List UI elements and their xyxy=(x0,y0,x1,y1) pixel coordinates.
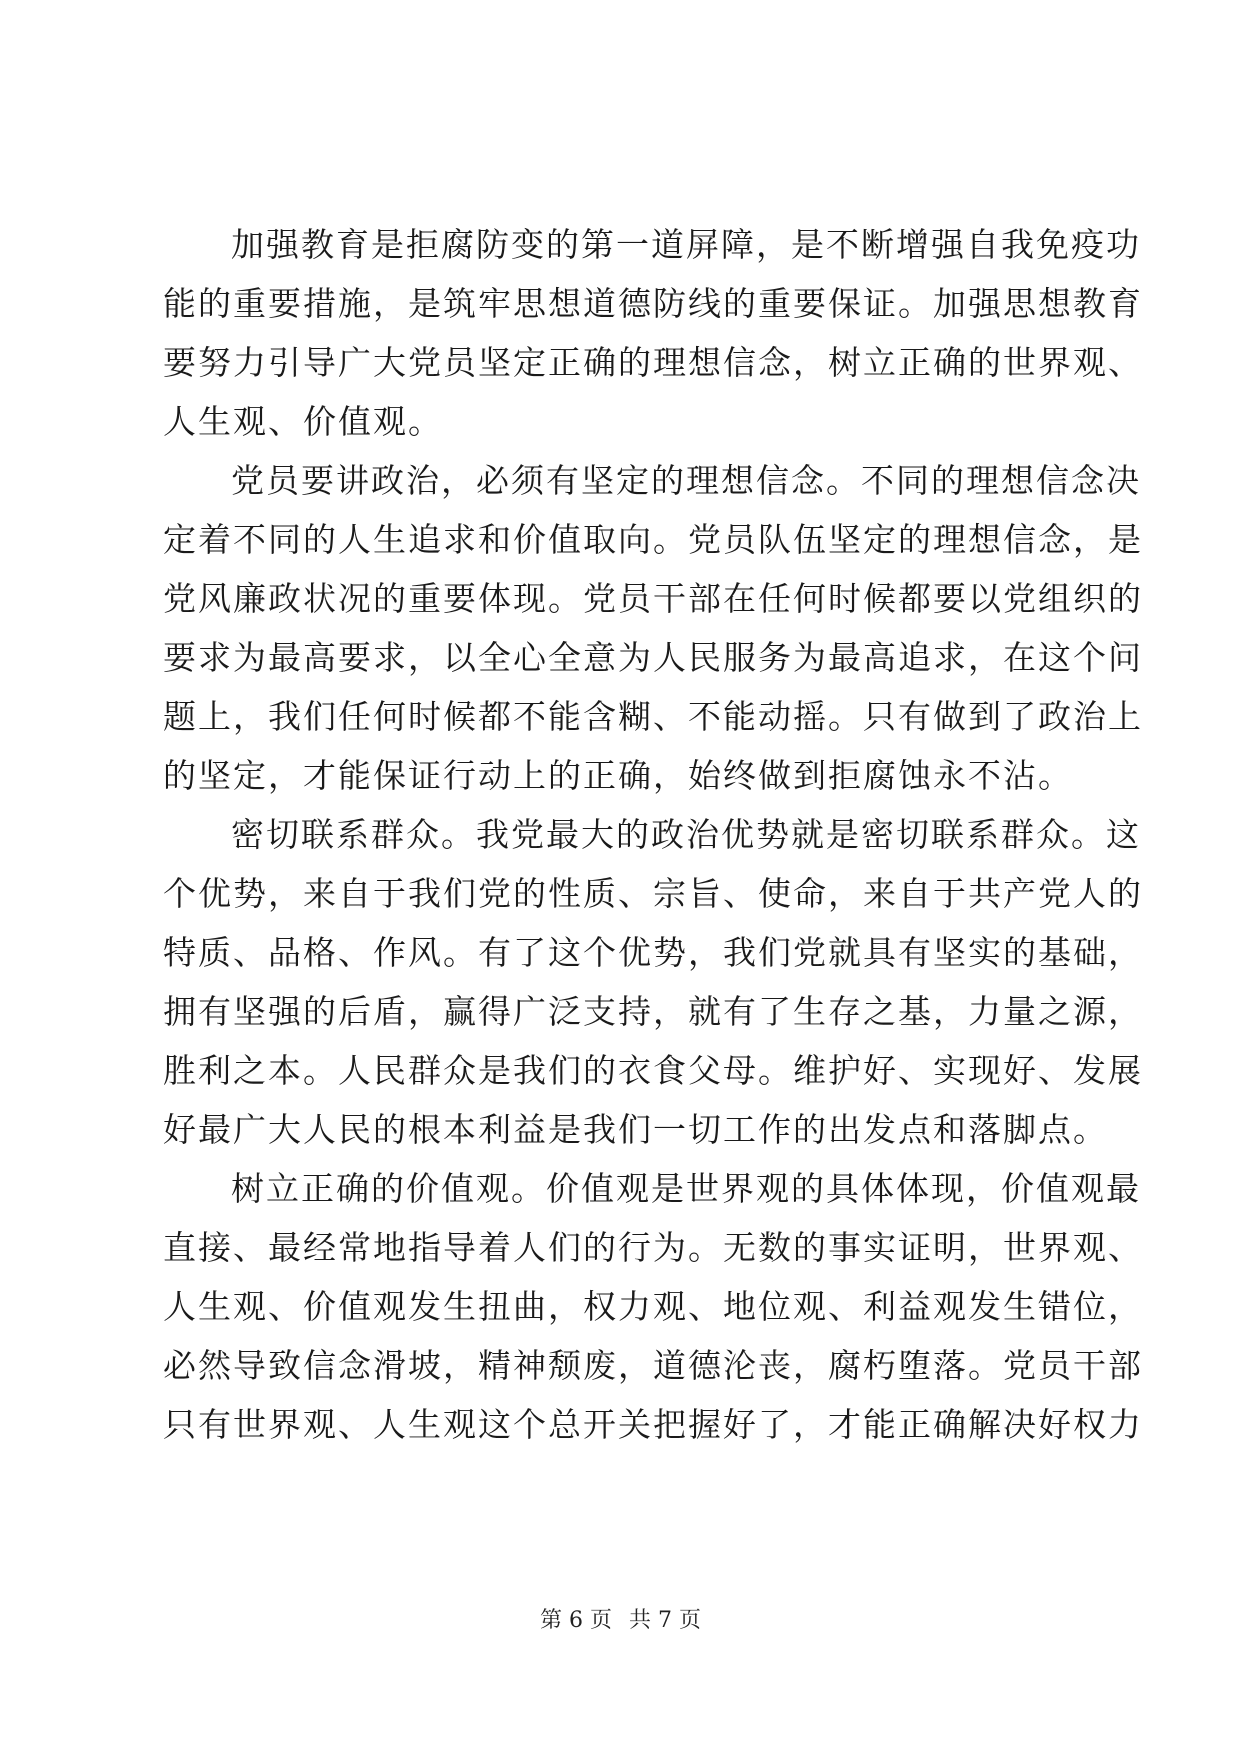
paragraph-line: 人生观、价值观。 xyxy=(163,402,443,441)
paragraph-line: 党员要讲政治，必须有坚定的理想信念。不同的理想信念决 xyxy=(231,461,1141,500)
paragraph-line: 好最广大人民的根本利益是我们一切工作的出发点和落脚点。 xyxy=(163,1110,1108,1149)
paragraph-line: 必然导致信念滑坡，精神颓废，道德沦丧，腐朽堕落。党员干部 xyxy=(163,1346,1143,1385)
paragraph-line: 能的重要措施，是筑牢思想道德防线的重要保证。加强思想教育 xyxy=(163,284,1143,323)
paragraph-line: 要求为最高要求，以全心全意为人民服务为最高追求，在这个问 xyxy=(163,638,1143,677)
paragraph-line: 加强教育是拒腐防变的第一道屏障，是不断增强自我免疫功 xyxy=(231,225,1141,264)
paragraph-masses xyxy=(163,815,1143,1149)
page-footer xyxy=(0,1610,1241,1632)
paragraph-line: 树立正确的价值观。价值观是世界观的具体体现，价值观最 xyxy=(231,1169,1141,1208)
paragraph-politics xyxy=(163,461,1143,795)
paragraph-line: 密切联系群众。我党最大的政治优势就是密切联系群众。这 xyxy=(231,815,1141,854)
paragraph-values xyxy=(163,1169,1143,1444)
page-number-total: 共 7 页 xyxy=(629,1608,701,1633)
paragraph-line: 胜利之本。人民群众是我们的衣食父母。维护好、实现好、发展 xyxy=(163,1051,1143,1090)
paragraph-line: 特质、品格、作风。有了这个优势，我们党就具有坚实的基础， xyxy=(163,933,1143,972)
paragraph-line: 个优势，来自于我们党的性质、宗旨、使命，来自于共产党人的 xyxy=(163,874,1143,913)
paragraph-line: 人生观、价值观发生扭曲，权力观、地位观、利益观发生错位， xyxy=(163,1287,1143,1326)
page-number-current: 第 6 页 xyxy=(540,1608,612,1633)
paragraph-line: 定着不同的人生追求和价值取向。党员队伍坚定的理想信念，是 xyxy=(163,520,1143,559)
paragraph-education xyxy=(163,225,1143,441)
paragraph-line: 拥有坚强的后盾，赢得广泛支持，就有了生存之基，力量之源， xyxy=(163,992,1143,1031)
paragraph-line: 题上，我们任何时候都不能含糊、不能动摇。只有做到了政治上 xyxy=(163,697,1143,736)
paragraph-line: 直接、最经常地指导着人们的行为。无数的事实证明，世界观、 xyxy=(163,1228,1143,1267)
paragraph-line: 党风廉政状况的重要体现。党员干部在任何时候都要以党组织的 xyxy=(163,579,1143,618)
document-body xyxy=(163,225,1143,1444)
paragraph-line: 要努力引导广大党员坚定正确的理想信念，树立正确的世界观、 xyxy=(163,343,1143,382)
paragraph-line: 只有世界观、人生观这个总开关把握好了，才能正确解决好权力 xyxy=(163,1405,1143,1444)
paragraph-line: 的坚定，才能保证行动上的正确，始终做到拒腐蚀永不沾。 xyxy=(163,756,1073,795)
